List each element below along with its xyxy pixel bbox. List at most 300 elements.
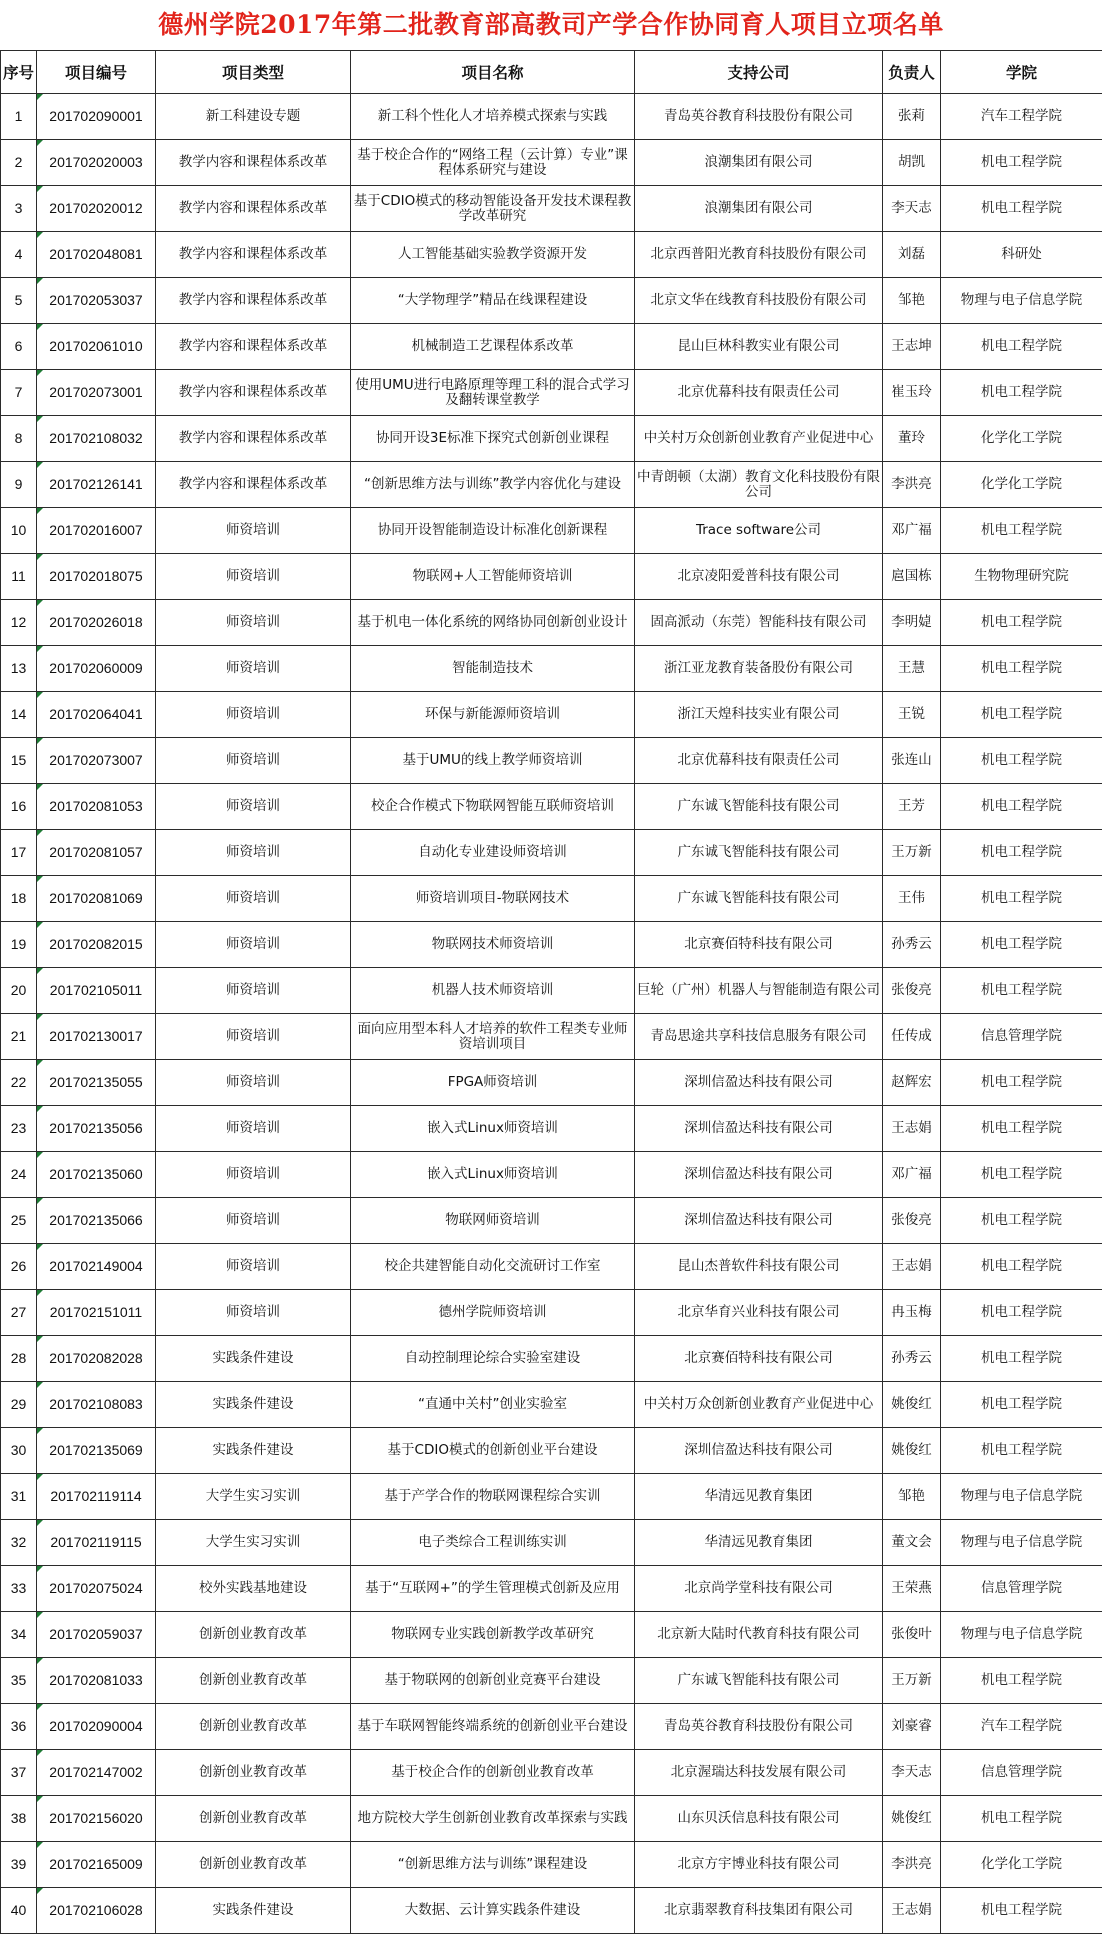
cell-leader: 胡凯 <box>883 140 941 186</box>
table-row <box>1 278 1102 324</box>
cell-seq: 24 <box>1 1152 37 1198</box>
cell-company: 北京尚学堂科技有限公司 <box>635 1566 883 1612</box>
cell-type: 教学内容和课程体系改革 <box>156 416 351 462</box>
cell-type: 创新创业教育改革 <box>156 1658 351 1704</box>
cell-leader: 王万新 <box>883 1658 941 1704</box>
table-row <box>1 1106 1102 1152</box>
cell-project-name: 基于产学合作的物联网课程综合实训 <box>351 1474 635 1520</box>
cell-company: 北京赛佰特科技有限公司 <box>635 1336 883 1382</box>
table-row <box>1 94 1102 140</box>
cell-project-name: 基于“互联网+”的学生管理模式创新及应用 <box>351 1566 635 1612</box>
cell-type: 教学内容和课程体系改革 <box>156 232 351 278</box>
cell-seq: 18 <box>1 876 37 922</box>
cell-college: 信息管理学院 <box>941 1750 1102 1796</box>
cell-college: 机电工程学院 <box>941 600 1102 646</box>
cell-company: 中关村万众创新创业教育产业促进中心 <box>635 416 883 462</box>
header-seq: 序号 <box>1 51 37 94</box>
cell-company: 浙江天煌科技实业有限公司 <box>635 692 883 738</box>
table-row <box>1 646 1102 692</box>
cell-seq: 10 <box>1 508 37 554</box>
table-row <box>1 968 1102 1014</box>
cell-company: 青岛思途共享科技信息服务有限公司 <box>635 1014 883 1060</box>
cell-college: 机电工程学院 <box>941 1244 1102 1290</box>
cell-code: 201702135056 <box>37 1106 156 1152</box>
cell-leader: 李洪亮 <box>883 1842 941 1888</box>
cell-leader: 王荣燕 <box>883 1566 941 1612</box>
table-row <box>1 922 1102 968</box>
cell-code: 201702026018 <box>37 600 156 646</box>
cell-project-name: 基于机电一体化系统的网络协同创新创业设计 <box>351 600 635 646</box>
cell-college: 机电工程学院 <box>941 370 1102 416</box>
cell-college: 机电工程学院 <box>941 876 1102 922</box>
cell-type: 校外实践基地建设 <box>156 1566 351 1612</box>
cell-college: 机电工程学院 <box>941 968 1102 1014</box>
table-row <box>1 1474 1102 1520</box>
cell-code: 201702090004 <box>37 1704 156 1750</box>
cell-project-name: 物联网专业实践创新教学改革研究 <box>351 1612 635 1658</box>
cell-college: 机电工程学院 <box>941 692 1102 738</box>
cell-code: 201702105011 <box>37 968 156 1014</box>
header-company: 支持公司 <box>635 51 883 94</box>
cell-code: 201702151011 <box>37 1290 156 1336</box>
cell-type: 师资培训 <box>156 508 351 554</box>
cell-company: 青岛英谷教育科技股份有限公司 <box>635 1704 883 1750</box>
cell-type: 教学内容和课程体系改革 <box>156 324 351 370</box>
cell-seq: 28 <box>1 1336 37 1382</box>
cell-leader: 张俊亮 <box>883 1198 941 1244</box>
cell-company: 深圳信盈达科技有限公司 <box>635 1428 883 1474</box>
cell-type: 师资培训 <box>156 1060 351 1106</box>
cell-type: 教学内容和课程体系改革 <box>156 278 351 324</box>
project-table <box>0 50 1102 1934</box>
cell-project-name: 新工科个性化人才培养模式探索与实践 <box>351 94 635 140</box>
cell-code: 201702075024 <box>37 1566 156 1612</box>
cell-type: 师资培训 <box>156 1198 351 1244</box>
cell-project-name: 协同开设智能制造设计标准化创新课程 <box>351 508 635 554</box>
cell-leader: 李天志 <box>883 1750 941 1796</box>
cell-college: 汽车工程学院 <box>941 1704 1102 1750</box>
cell-code: 201702048081 <box>37 232 156 278</box>
page-title: 德州学院2017年第二批教育部高教司产学合作协同育人项目立项名单 <box>158 10 944 39</box>
cell-leader: 张莉 <box>883 94 941 140</box>
cell-type: 师资培训 <box>156 1152 351 1198</box>
cell-code: 201702119115 <box>37 1520 156 1566</box>
cell-company: 北京优幕科技有限责任公司 <box>635 738 883 784</box>
cell-project-name: 机械制造工艺课程体系改革 <box>351 324 635 370</box>
cell-seq: 16 <box>1 784 37 830</box>
cell-code: 201702126141 <box>37 462 156 508</box>
cell-company: 北京华育兴业科技有限公司 <box>635 1290 883 1336</box>
cell-seq: 32 <box>1 1520 37 1566</box>
cell-project-name: 嵌入式Linux师资培训 <box>351 1106 635 1152</box>
header-college: 学院 <box>941 51 1102 94</box>
cell-company: Trace software公司 <box>635 508 883 554</box>
cell-leader: 刘磊 <box>883 232 941 278</box>
cell-seq: 37 <box>1 1750 37 1796</box>
cell-seq: 1 <box>1 94 37 140</box>
cell-code: 201702135069 <box>37 1428 156 1474</box>
cell-college: 物理与电子信息学院 <box>941 278 1102 324</box>
cell-college: 机电工程学院 <box>941 140 1102 186</box>
cell-project-name: 智能制造技术 <box>351 646 635 692</box>
cell-company: 浪潮集团有限公司 <box>635 140 883 186</box>
table-row <box>1 1842 1102 1888</box>
cell-leader: 刘豪睿 <box>883 1704 941 1750</box>
header-type: 项目类型 <box>156 51 351 94</box>
cell-code: 201702149004 <box>37 1244 156 1290</box>
cell-college: 机电工程学院 <box>941 1198 1102 1244</box>
table-row <box>1 1704 1102 1750</box>
cell-code: 201702119114 <box>37 1474 156 1520</box>
cell-seq: 9 <box>1 462 37 508</box>
cell-seq: 36 <box>1 1704 37 1750</box>
cell-seq: 7 <box>1 370 37 416</box>
cell-leader: 邓广福 <box>883 1152 941 1198</box>
cell-code: 201702064041 <box>37 692 156 738</box>
cell-code: 201702059037 <box>37 1612 156 1658</box>
cell-leader: 扈国栋 <box>883 554 941 600</box>
cell-project-name: 电子类综合工程训练实训 <box>351 1520 635 1566</box>
cell-code: 201702081053 <box>37 784 156 830</box>
cell-type: 实践条件建设 <box>156 1888 351 1934</box>
table-row <box>1 876 1102 922</box>
table-row <box>1 738 1102 784</box>
cell-college: 化学化工学院 <box>941 462 1102 508</box>
table-row <box>1 1428 1102 1474</box>
cell-college: 机电工程学院 <box>941 1290 1102 1336</box>
table-row <box>1 1612 1102 1658</box>
cell-leader: 姚俊红 <box>883 1382 941 1428</box>
table-row <box>1 1198 1102 1244</box>
cell-seq: 22 <box>1 1060 37 1106</box>
cell-seq: 40 <box>1 1888 37 1934</box>
cell-project-name: “创新思维方法与训练”课程建设 <box>351 1842 635 1888</box>
cell-seq: 38 <box>1 1796 37 1842</box>
cell-seq: 21 <box>1 1014 37 1060</box>
cell-company: 深圳信盈达科技有限公司 <box>635 1060 883 1106</box>
cell-leader: 姚俊红 <box>883 1428 941 1474</box>
cell-type: 教学内容和课程体系改革 <box>156 462 351 508</box>
cell-type: 教学内容和课程体系改革 <box>156 140 351 186</box>
cell-company: 北京优幕科技有限责任公司 <box>635 370 883 416</box>
cell-college: 机电工程学院 <box>941 1060 1102 1106</box>
cell-project-name: 环保与新能源师资培训 <box>351 692 635 738</box>
cell-college: 科研处 <box>941 232 1102 278</box>
cell-type: 师资培训 <box>156 646 351 692</box>
cell-company: 北京西普阳光教育科技股份有限公司 <box>635 232 883 278</box>
cell-leader: 王锐 <box>883 692 941 738</box>
cell-leader: 李天志 <box>883 186 941 232</box>
cell-seq: 11 <box>1 554 37 600</box>
cell-seq: 4 <box>1 232 37 278</box>
cell-project-name: 校企合作模式下物联网智能互联师资培训 <box>351 784 635 830</box>
cell-college: 机电工程学院 <box>941 186 1102 232</box>
cell-code: 201702081057 <box>37 830 156 876</box>
cell-code: 201702073007 <box>37 738 156 784</box>
cell-seq: 33 <box>1 1566 37 1612</box>
cell-company: 北京文华在线教育科技股份有限公司 <box>635 278 883 324</box>
cell-type: 实践条件建设 <box>156 1428 351 1474</box>
cell-code: 201702018075 <box>37 554 156 600</box>
cell-type: 新工科建设专题 <box>156 94 351 140</box>
cell-code: 201702073001 <box>37 370 156 416</box>
table-header-row <box>1 51 1102 94</box>
cell-leader: 张俊叶 <box>883 1612 941 1658</box>
cell-leader: 王慧 <box>883 646 941 692</box>
cell-code: 201702060009 <box>37 646 156 692</box>
cell-seq: 30 <box>1 1428 37 1474</box>
cell-leader: 姚俊红 <box>883 1796 941 1842</box>
cell-college: 机电工程学院 <box>941 1658 1102 1704</box>
cell-seq: 6 <box>1 324 37 370</box>
table-row <box>1 232 1102 278</box>
cell-project-name: 地方院校大学生创新创业教育改革探索与实践 <box>351 1796 635 1842</box>
cell-seq: 25 <box>1 1198 37 1244</box>
cell-college: 信息管理学院 <box>941 1014 1102 1060</box>
table-row <box>1 1888 1102 1934</box>
cell-project-name: 自动控制理论综合实验室建设 <box>351 1336 635 1382</box>
cell-seq: 23 <box>1 1106 37 1152</box>
table-row <box>1 1244 1102 1290</box>
cell-project-name: 基于CDIO模式的移动智能设备开发技术课程教学改革研究 <box>351 186 635 232</box>
cell-company: 浪潮集团有限公司 <box>635 186 883 232</box>
table-row <box>1 140 1102 186</box>
cell-company: 昆山巨林科教实业有限公司 <box>635 324 883 370</box>
cell-type: 师资培训 <box>156 600 351 646</box>
cell-type: 师资培训 <box>156 876 351 922</box>
cell-project-name: 面向应用型本科人才培养的软件工程类专业师资培训项目 <box>351 1014 635 1060</box>
cell-company: 华清远见教育集团 <box>635 1520 883 1566</box>
cell-leader: 王志坤 <box>883 324 941 370</box>
header-leader: 负责人 <box>883 51 941 94</box>
cell-code: 201702020012 <box>37 186 156 232</box>
cell-company: 北京凌阳爱普科技有限公司 <box>635 554 883 600</box>
cell-company: 华清远见教育集团 <box>635 1474 883 1520</box>
cell-type: 创新创业教育改革 <box>156 1704 351 1750</box>
cell-seq: 5 <box>1 278 37 324</box>
cell-type: 师资培训 <box>156 784 351 830</box>
cell-project-name: “直通中关村”创业实验室 <box>351 1382 635 1428</box>
cell-code: 201702135055 <box>37 1060 156 1106</box>
cell-leader: 赵辉宏 <box>883 1060 941 1106</box>
cell-company: 深圳信盈达科技有限公司 <box>635 1152 883 1198</box>
cell-leader: 王芳 <box>883 784 941 830</box>
cell-project-name: 协同开设3E标准下探究式创新创业课程 <box>351 416 635 462</box>
cell-company: 深圳信盈达科技有限公司 <box>635 1198 883 1244</box>
cell-code: 201702081033 <box>37 1658 156 1704</box>
cell-leader: 孙秀云 <box>883 922 941 968</box>
cell-college: 化学化工学院 <box>941 1842 1102 1888</box>
table-row <box>1 462 1102 508</box>
cell-company: 广东诚飞智能科技有限公司 <box>635 1658 883 1704</box>
cell-project-name: 物联网师资培训 <box>351 1198 635 1244</box>
cell-leader: 王万新 <box>883 830 941 876</box>
cell-seq: 17 <box>1 830 37 876</box>
cell-code: 201702082028 <box>37 1336 156 1382</box>
cell-company: 浙江亚龙教育装备股份有限公司 <box>635 646 883 692</box>
cell-project-name: 基于车联网智能终端系统的创新创业平台建设 <box>351 1704 635 1750</box>
table-row <box>1 1566 1102 1612</box>
table-row <box>1 370 1102 416</box>
cell-college: 机电工程学院 <box>941 1152 1102 1198</box>
cell-type: 师资培训 <box>156 968 351 1014</box>
cell-leader: 邹艳 <box>883 1474 941 1520</box>
cell-college: 生物物理研究院 <box>941 554 1102 600</box>
cell-leader: 王志娟 <box>883 1106 941 1152</box>
cell-leader: 崔玉玲 <box>883 370 941 416</box>
cell-company: 中青朗顿（太湖）教育文化科技股份有限公司 <box>635 462 883 508</box>
cell-leader: 王伟 <box>883 876 941 922</box>
cell-company: 中关村万众创新创业教育产业促进中心 <box>635 1382 883 1428</box>
cell-seq: 19 <box>1 922 37 968</box>
cell-project-name: 自动化专业建设师资培训 <box>351 830 635 876</box>
table-row <box>1 508 1102 554</box>
cell-type: 师资培训 <box>156 1290 351 1336</box>
cell-leader: 张俊亮 <box>883 968 941 1014</box>
table-row <box>1 1520 1102 1566</box>
cell-project-name: 物联网技术师资培训 <box>351 922 635 968</box>
cell-project-name: 嵌入式Linux师资培训 <box>351 1152 635 1198</box>
cell-company: 山东贝沃信息科技有限公司 <box>635 1796 883 1842</box>
cell-college: 机电工程学院 <box>941 830 1102 876</box>
cell-college: 物理与电子信息学院 <box>941 1520 1102 1566</box>
cell-seq: 27 <box>1 1290 37 1336</box>
table-row <box>1 830 1102 876</box>
cell-project-name: 校企共建智能自动化交流研讨工作室 <box>351 1244 635 1290</box>
cell-project-name: 机器人技术师资培训 <box>351 968 635 1014</box>
cell-leader: 孙秀云 <box>883 1336 941 1382</box>
cell-code: 201702081069 <box>37 876 156 922</box>
cell-code: 201702135066 <box>37 1198 156 1244</box>
cell-company: 固高派动（东莞）智能科技有限公司 <box>635 600 883 646</box>
cell-leader: 邹艳 <box>883 278 941 324</box>
cell-seq: 2 <box>1 140 37 186</box>
table-row <box>1 416 1102 462</box>
cell-code: 201702106028 <box>37 1888 156 1934</box>
cell-company: 广东诚飞智能科技有限公司 <box>635 784 883 830</box>
cell-leader: 邓广福 <box>883 508 941 554</box>
cell-college: 机电工程学院 <box>941 508 1102 554</box>
cell-project-name: 基于校企合作的创新创业教育改革 <box>351 1750 635 1796</box>
cell-college: 机电工程学院 <box>941 1336 1102 1382</box>
cell-college: 机电工程学院 <box>941 1382 1102 1428</box>
table-row <box>1 1382 1102 1428</box>
cell-seq: 14 <box>1 692 37 738</box>
cell-project-name: 大数据、云计算实践条件建设 <box>351 1888 635 1934</box>
cell-company: 北京渥瑞达科技发展有限公司 <box>635 1750 883 1796</box>
cell-type: 师资培训 <box>156 738 351 784</box>
table-row <box>1 1336 1102 1382</box>
cell-college: 物理与电子信息学院 <box>941 1612 1102 1658</box>
cell-college: 机电工程学院 <box>941 922 1102 968</box>
cell-project-name: “创新思维方法与训练”教学内容优化与建设 <box>351 462 635 508</box>
cell-leader: 冉玉梅 <box>883 1290 941 1336</box>
cell-company: 北京赛佰特科技有限公司 <box>635 922 883 968</box>
cell-code: 201702108032 <box>37 416 156 462</box>
cell-code: 201702156020 <box>37 1796 156 1842</box>
cell-seq: 34 <box>1 1612 37 1658</box>
cell-leader: 王志娟 <box>883 1244 941 1290</box>
cell-code: 201702082015 <box>37 922 156 968</box>
cell-college: 机电工程学院 <box>941 1888 1102 1934</box>
table-row <box>1 186 1102 232</box>
cell-code: 201702147002 <box>37 1750 156 1796</box>
table-row <box>1 1290 1102 1336</box>
cell-seq: 12 <box>1 600 37 646</box>
cell-college: 机电工程学院 <box>941 646 1102 692</box>
cell-code: 201702061010 <box>37 324 156 370</box>
cell-leader: 王志娟 <box>883 1888 941 1934</box>
table-row <box>1 1658 1102 1704</box>
cell-leader: 董玲 <box>883 416 941 462</box>
cell-college: 机电工程学院 <box>941 324 1102 370</box>
cell-company: 北京新大陆时代教育科技有限公司 <box>635 1612 883 1658</box>
cell-type: 创新创业教育改革 <box>156 1750 351 1796</box>
table-row <box>1 600 1102 646</box>
cell-company: 广东诚飞智能科技有限公司 <box>635 876 883 922</box>
cell-code: 201702108083 <box>37 1382 156 1428</box>
cell-code: 201702020003 <box>37 140 156 186</box>
cell-type: 师资培训 <box>156 922 351 968</box>
table-row <box>1 692 1102 738</box>
cell-project-name: 基于CDIO模式的创新创业平台建设 <box>351 1428 635 1474</box>
cell-type: 师资培训 <box>156 1244 351 1290</box>
cell-project-name: 使用UMU进行电路原理等理工科的混合式学习及翻转课堂教学 <box>351 370 635 416</box>
table-row <box>1 1014 1102 1060</box>
cell-company: 昆山杰普软件科技有限公司 <box>635 1244 883 1290</box>
cell-college: 信息管理学院 <box>941 1566 1102 1612</box>
cell-code: 201702090001 <box>37 94 156 140</box>
cell-type: 师资培训 <box>156 1014 351 1060</box>
cell-project-name: 人工智能基础实验教学资源开发 <box>351 232 635 278</box>
cell-seq: 35 <box>1 1658 37 1704</box>
cell-seq: 3 <box>1 186 37 232</box>
cell-seq: 29 <box>1 1382 37 1428</box>
table-row <box>1 1750 1102 1796</box>
cell-college: 机电工程学院 <box>941 784 1102 830</box>
cell-company: 巨轮（广州）机器人与智能制造有限公司 <box>635 968 883 1014</box>
cell-type: 实践条件建设 <box>156 1382 351 1428</box>
cell-seq: 20 <box>1 968 37 1014</box>
cell-company: 广东诚飞智能科技有限公司 <box>635 830 883 876</box>
cell-leader: 任传成 <box>883 1014 941 1060</box>
cell-code: 201702016007 <box>37 508 156 554</box>
cell-college: 汽车工程学院 <box>941 94 1102 140</box>
cell-type: 师资培训 <box>156 692 351 738</box>
cell-project-name: 德州学院师资培训 <box>351 1290 635 1336</box>
cell-code: 201702053037 <box>37 278 156 324</box>
cell-type: 大学生实习实训 <box>156 1520 351 1566</box>
table-row <box>1 784 1102 830</box>
cell-code: 201702165009 <box>37 1842 156 1888</box>
cell-type: 实践条件建设 <box>156 1336 351 1382</box>
cell-leader: 董文会 <box>883 1520 941 1566</box>
cell-college: 机电工程学院 <box>941 738 1102 784</box>
cell-type: 创新创业教育改革 <box>156 1612 351 1658</box>
cell-type: 创新创业教育改革 <box>156 1842 351 1888</box>
cell-college: 机电工程学院 <box>941 1428 1102 1474</box>
table-row <box>1 1796 1102 1842</box>
cell-code: 201702130017 <box>37 1014 156 1060</box>
cell-type: 教学内容和课程体系改革 <box>156 186 351 232</box>
cell-type: 大学生实习实训 <box>156 1474 351 1520</box>
cell-seq: 31 <box>1 1474 37 1520</box>
cell-college: 物理与电子信息学院 <box>941 1474 1102 1520</box>
table-row <box>1 1152 1102 1198</box>
table-row <box>1 1060 1102 1106</box>
cell-company: 北京翡翠教育科技集团有限公司 <box>635 1888 883 1934</box>
cell-type: 创新创业教育改革 <box>156 1796 351 1842</box>
